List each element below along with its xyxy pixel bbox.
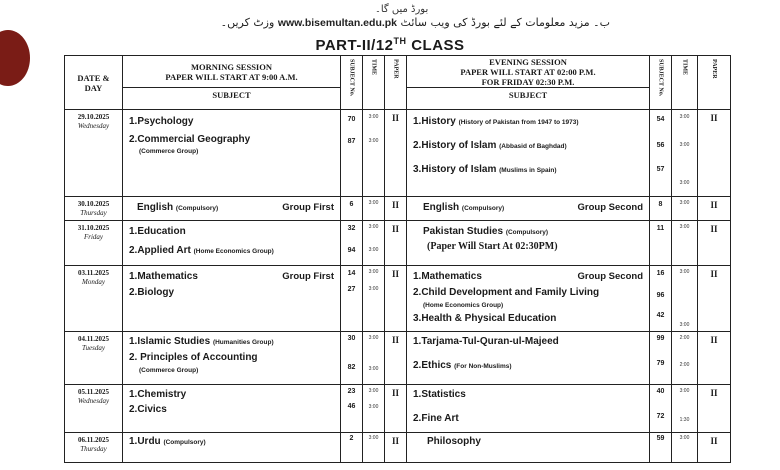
time-value: 3:00: [368, 404, 379, 410]
morning-code-header: [341, 56, 363, 110]
title-main: PART-II/12: [315, 37, 394, 54]
subject-note: (Home Economics Group): [193, 248, 274, 255]
subject-code-cell: [341, 221, 363, 266]
date-cell: [65, 221, 123, 266]
time-header-label: TIME: [370, 59, 377, 76]
subject-code: 59: [656, 435, 665, 442]
subject-name: 2.Ethics: [413, 360, 452, 371]
date-value: 29.10.2025: [77, 113, 110, 121]
subject-text: 1.Psychology: [129, 116, 194, 127]
subject-text: 2.Civics: [129, 404, 167, 415]
evening-subject-cell: [407, 266, 650, 332]
paper-value: II: [385, 332, 407, 385]
time-value: 3:00: [679, 142, 690, 148]
subject-name: 1.Islamic Studies: [129, 336, 211, 347]
time-value: 3:00: [368, 114, 379, 120]
evening-subject-cell: [407, 110, 650, 197]
morning-subject-header: SUBJECT: [123, 88, 341, 110]
subject-name: 1.History: [413, 116, 456, 127]
time-cell: [672, 433, 698, 463]
morning-subject-cell: [123, 433, 341, 463]
evening-subject-header: SUBJECT: [407, 88, 650, 110]
paper-value: II: [698, 110, 731, 197]
paper-value: II: [385, 266, 407, 332]
group-note: (Commerce Group): [139, 148, 199, 155]
date-cell: [65, 332, 123, 385]
date-day-header: [65, 56, 123, 110]
evening-subject-cell: [407, 433, 650, 463]
subject-code: 42: [656, 312, 665, 319]
table-row: [65, 197, 731, 221]
time-value: 3:00: [679, 269, 690, 275]
subject-text: 3.Health & Physical Education: [413, 313, 557, 324]
subject-code: 82: [347, 364, 356, 371]
table-row: [65, 221, 731, 266]
date-cell: [65, 110, 123, 197]
paper-header-label: PAPER: [711, 59, 717, 79]
subject-text: [129, 245, 274, 256]
paper-value: II: [385, 385, 407, 433]
subject-note: (Compulsory): [505, 229, 549, 236]
subject-text: [129, 336, 274, 347]
paper-value: II: [698, 332, 731, 385]
morning-subject-cell: [123, 221, 341, 266]
time-value: 3:00: [679, 180, 690, 186]
evening-subject-cell: [407, 332, 650, 385]
subject-code: 94: [347, 247, 356, 254]
note-suffix: وزٹ کریں۔: [220, 16, 275, 29]
subject-note: (Muslims in Spain): [499, 167, 557, 174]
subject-code: 11: [656, 225, 665, 232]
subject-code: 57: [656, 166, 665, 173]
subject-text: 2.Child Development and Family Living: [413, 287, 600, 298]
subject-text: [137, 202, 218, 213]
time-value: 3:00: [679, 388, 690, 394]
subject-code-cell: [341, 197, 363, 221]
evening-subject-cell: [407, 385, 650, 433]
subject-text: 1.Statistics: [413, 389, 466, 400]
subject-note: (Compulsory): [163, 439, 206, 446]
subject-code: 6: [349, 201, 354, 208]
title-end: CLASS: [406, 37, 465, 54]
subject-name: 2.Applied Art: [129, 245, 191, 256]
time-value: 3:00: [679, 200, 690, 206]
date-cell: [65, 266, 123, 332]
morning-subject-cell: [123, 332, 341, 385]
time-value: 3:00: [679, 224, 690, 230]
time-value: 3:00: [368, 335, 379, 341]
subject-code: 72: [656, 413, 665, 420]
date-cell: [65, 385, 123, 433]
time-value: 3:00: [368, 247, 379, 253]
day-value: Monday: [82, 278, 105, 286]
date-value: 04.11.2025: [77, 335, 110, 343]
evening-subject-cell: [407, 197, 650, 221]
subject-code-cell: [341, 385, 363, 433]
evening-session-header: [407, 56, 650, 88]
subject-code: 14: [347, 270, 356, 277]
time-cell: [672, 385, 698, 433]
time-cell: [363, 385, 385, 433]
friday-start-notice: (Paper Will Start At 02:30PM): [427, 241, 558, 252]
subject-text: 1.Tarjama-Tul-Quran-ul-Majeed: [413, 336, 559, 347]
date-cell: [65, 433, 123, 463]
morning-session-label: MORNING SESSION: [190, 61, 272, 72]
subject-text: 2.Fine Art: [413, 413, 459, 424]
subject-text: [423, 226, 548, 237]
group-label: Group First: [282, 202, 334, 213]
morning-subject-cell: [123, 110, 341, 197]
time-value: 3:00: [368, 286, 379, 292]
evening-start-label: PAPER WILL START AT 02:00 P.M.: [460, 66, 596, 77]
subject-text: [413, 116, 579, 127]
date-header-label: DATE &: [77, 72, 110, 83]
subject-text: [129, 436, 206, 447]
subject-code: 27: [347, 286, 356, 293]
time-cell: [672, 197, 698, 221]
subject-code: 99: [656, 335, 665, 342]
date-value: 06.11.2025: [77, 436, 110, 444]
table-row: [65, 433, 731, 463]
paper-value: II: [698, 433, 731, 463]
subject-code: 8: [658, 201, 663, 208]
subject-code: 54: [656, 116, 665, 123]
paper-value: II: [385, 110, 407, 197]
paper-header-label: PAPER: [392, 59, 399, 79]
time-value: 3:00: [368, 388, 379, 394]
table-row: [65, 110, 731, 197]
paper-value: II: [698, 385, 731, 433]
time-value: 3:00: [368, 366, 379, 372]
evening-code-header: [650, 56, 672, 110]
group-note: (Commerce Group): [139, 367, 199, 374]
morning-paper-header: [385, 56, 407, 110]
date-value: 31.10.2025: [77, 224, 110, 232]
subject-code: 30: [347, 335, 356, 342]
morning-start-label: PAPER WILL START AT 9:00 A.M.: [165, 71, 298, 82]
subject-text: 1.Mathematics: [413, 271, 482, 282]
time-value: 3:00: [679, 114, 690, 120]
title-superscript: TH: [393, 36, 407, 46]
subject-code-cell: [341, 332, 363, 385]
subject-code: 2: [349, 435, 354, 442]
urdu-website-note: [190, 16, 610, 29]
time-header-label: TIME: [681, 59, 688, 76]
time-cell: [363, 221, 385, 266]
time-cell: [672, 110, 698, 197]
paper-value: II: [385, 197, 407, 221]
subject-name: English: [137, 202, 174, 213]
subject-code-cell: [341, 433, 363, 463]
time-value: 2:00: [679, 362, 690, 368]
morning-subject-cell: [123, 266, 341, 332]
time-value: 3:00: [368, 200, 379, 206]
morning-subject-cell: [123, 197, 341, 221]
subject-text: 1.Education: [129, 226, 186, 237]
board-website-url: www.bisemultan.edu.pk: [277, 17, 398, 29]
morning-time-header: [363, 56, 385, 110]
subject-text: 2.Commercial Geography: [129, 134, 251, 145]
table-row: [65, 332, 731, 385]
subject-text: 2. Principles of Accounting: [129, 352, 258, 363]
subject-code: 87: [347, 138, 356, 145]
code-header-label: SUBJECT No.: [657, 59, 664, 97]
subject-text: [413, 360, 512, 371]
day-value: Thursday: [80, 445, 107, 453]
paper-value: II: [698, 197, 731, 221]
subject-code: 23: [347, 388, 356, 395]
morning-subject-cell: [123, 385, 341, 433]
date-cell: [65, 197, 123, 221]
subject-code: 40: [656, 388, 665, 395]
time-cell: [672, 266, 698, 332]
subject-name: 2.History of Islam: [413, 140, 497, 151]
time-cell: [672, 221, 698, 266]
time-value: 3:00: [679, 435, 690, 441]
date-value: 30.10.2025: [77, 200, 110, 208]
subject-code-cell: [650, 110, 672, 197]
subject-code-cell: [650, 385, 672, 433]
subject-text: [413, 164, 557, 175]
day-value: Friday: [83, 233, 104, 241]
subject-code-cell: [650, 332, 672, 385]
time-value: 2:00: [679, 335, 690, 341]
exam-schedule-table: [64, 55, 731, 463]
subject-code-cell: [341, 110, 363, 197]
subject-name: Pakistan Studies: [423, 226, 504, 237]
paper-value: II: [698, 266, 731, 332]
time-value: 3:00: [368, 138, 379, 144]
evening-paper-header: [698, 56, 731, 110]
day-value: Wednesday: [77, 122, 110, 130]
evening-subject-cell: [407, 221, 650, 266]
subject-note: (Abbasid of Baghdad): [499, 143, 567, 150]
note-prefix: ب۔ مزید معلومات کے لئے بورڈ کی ویب سائٹ: [400, 16, 610, 29]
subject-name: 3.History of Islam: [413, 164, 497, 175]
subject-code-cell: [650, 221, 672, 266]
time-cell: [363, 266, 385, 332]
paper-value: II: [698, 221, 731, 266]
subject-text: Philosophy: [427, 436, 481, 447]
subject-name: 1.Urdu: [129, 436, 161, 447]
paper-value: II: [385, 433, 407, 463]
urdu-note-line: [0, 6, 780, 34]
subject-code-cell: [650, 266, 672, 332]
time-cell: [363, 332, 385, 385]
day-header-label: DAY: [84, 82, 103, 93]
page-title: [0, 36, 780, 54]
group-note: (Home Economics Group): [423, 302, 504, 309]
subject-text: 2.Biology: [129, 287, 175, 298]
subject-code: 16: [656, 270, 665, 277]
group-label: Group Second: [577, 271, 643, 282]
table-row: [65, 266, 731, 332]
header-row: [65, 56, 731, 88]
time-value: 3:00: [368, 224, 379, 230]
group-label: Group Second: [577, 202, 643, 213]
day-value: Tuesday: [82, 344, 105, 352]
subject-code: 96: [656, 292, 665, 299]
subject-code: 79: [656, 360, 665, 367]
friday-start-label: FOR FRIDAY 02:30 P.M.: [481, 76, 575, 87]
subject-note: (For Non-Muslims): [454, 363, 512, 370]
subject-text: [413, 140, 567, 151]
time-cell: [363, 197, 385, 221]
subject-code-cell: [650, 433, 672, 463]
subject-note: (Compulsory): [175, 205, 219, 212]
evening-session-label: EVENING SESSION: [489, 56, 567, 67]
subject-code: 70: [347, 116, 356, 123]
table-row: [65, 385, 731, 433]
morning-session-header: [123, 56, 341, 88]
subject-code: 56: [656, 142, 665, 149]
subject-note: (History of Pakistan from 1947 to 1973): [458, 119, 579, 126]
paper-value: II: [385, 221, 407, 266]
group-label: Group First: [282, 271, 334, 282]
date-value: 05.11.2025: [77, 388, 110, 396]
day-value: Wednesday: [77, 397, 110, 405]
time-cell: [363, 433, 385, 463]
subject-note: (Compulsory): [461, 205, 505, 212]
subject-note: (Humanities Group): [212, 339, 274, 346]
subject-code: 46: [347, 403, 356, 410]
subject-code-cell: [650, 197, 672, 221]
evening-time-header: [672, 56, 698, 110]
time-cell: [672, 332, 698, 385]
day-value: Thursday: [80, 209, 107, 217]
subject-code-cell: [341, 266, 363, 332]
date-value: 03.11.2025: [77, 269, 110, 277]
code-header-label: SUBJECT No.: [348, 59, 355, 97]
subject-name: English: [423, 202, 460, 213]
subject-text: 1.Mathematics: [129, 271, 198, 282]
time-cell: [363, 110, 385, 197]
time-value: 3:00: [679, 322, 690, 328]
time-value: 3:00: [368, 269, 379, 275]
subject-text: [423, 202, 504, 213]
time-value: 3:00: [368, 435, 379, 441]
time-value: 1:30: [679, 417, 690, 423]
urdu-top-fragment: بورڈ میں گا۔: [375, 4, 429, 15]
subject-text: 1.Chemistry: [129, 389, 187, 400]
subject-code: 32: [347, 225, 356, 232]
